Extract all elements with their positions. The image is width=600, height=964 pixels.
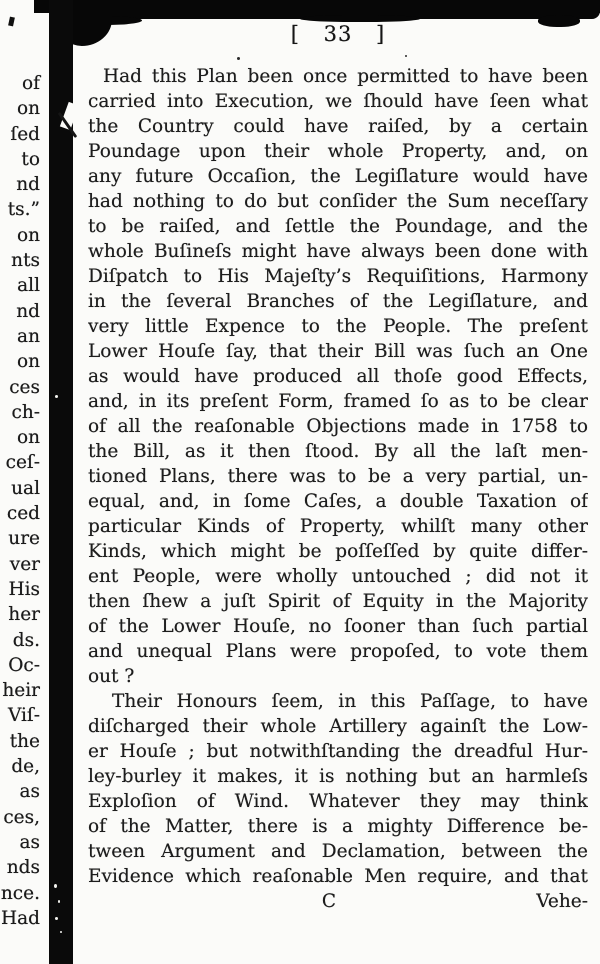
margin-fragment: on <box>16 224 40 246</box>
scan-speck <box>60 931 62 933</box>
signature-mark: C <box>321 891 337 912</box>
margin-fragment: Viſ- <box>7 705 40 727</box>
margin-fragment: ver <box>9 553 40 575</box>
text-line: Evidence which reaſonable Men require, and that <box>88 866 588 887</box>
text-line: had nothing to do but conſider the Sum neceſſary <box>88 191 588 212</box>
margin-fragment: as <box>19 781 40 803</box>
text-line: equal, and, in ſome Caſes, a double Taxation of <box>88 491 588 512</box>
text-line: in the ſeveral Branches of the Legiſlature, and <box>88 291 588 312</box>
text-line: er Houſe ; but notwithſtanding the dreadful Hur- <box>88 741 588 762</box>
margin-fragment: ced <box>6 503 40 525</box>
signature-line <box>88 891 588 916</box>
margin-fragment: nce. <box>0 882 40 904</box>
text-line: then ſhew a juſt Spirit of Equity in the Majority <box>88 591 588 612</box>
catchword: Vehe- <box>536 891 588 912</box>
text-line: tioned Plans, there was to be a very partial, un- <box>88 466 588 487</box>
text-line: tween Argument and Declamation, between the <box>88 841 588 862</box>
scan-speck <box>54 884 57 888</box>
margin-fragment: nts <box>11 250 40 272</box>
text-line: particular Kinds of Property, whilſt many other <box>88 516 588 537</box>
text-line: ent People, were wholly untouched ; did not it <box>88 566 588 587</box>
scan-speck <box>55 917 58 920</box>
text-line: ley-burley it makes, it is nothing but an harmleſs <box>88 766 588 787</box>
text-line: Exploſion of Wind. Whatever they may think <box>88 791 588 812</box>
text-line: Kinds, which might be poſſeſſed by quite differ- <box>88 541 588 562</box>
margin-fragment: ure <box>8 528 40 550</box>
scan-edge-tick <box>8 17 15 27</box>
margin-fragment: ces, <box>3 806 40 828</box>
text-line: Had this Plan been once permitted to have been <box>103 66 588 87</box>
margin-fragment: nd <box>16 300 40 322</box>
text-line: very little Expence to the People. The preſent <box>88 316 588 337</box>
margin-fragment: ds. <box>12 629 40 651</box>
margin-fragment: ts.” <box>7 199 40 221</box>
margin-fragment: as <box>19 831 40 853</box>
margin-fragment: on <box>16 427 40 449</box>
margin-fragment: ual <box>11 477 40 499</box>
margin-fragment: of <box>22 73 40 94</box>
margin-fragment: heir <box>2 680 40 702</box>
text-line: and, in its preſent Form, framed ſo as to be clear <box>88 391 588 412</box>
text-line: and unequal Plans were propoſed, to vote them <box>88 641 588 662</box>
margin-fragment: an <box>17 325 40 347</box>
page-gutter-shadow <box>49 0 73 964</box>
margin-fragment: nd <box>16 174 40 196</box>
text-line: carried into Execution, we ſhould have ſeen what <box>88 91 588 112</box>
margin-fragment: on <box>16 351 40 373</box>
text-line: the Country could have raiſed, by a certain <box>88 116 588 137</box>
margin-fragment: ſed <box>10 123 40 145</box>
text-line: whole Buſineſs might have always been done with <box>88 241 588 262</box>
scan-speck <box>55 395 58 398</box>
text-line: Diſpatch to His Majeſty’s Requiſitions, Harmony <box>88 266 588 287</box>
text-line: of all the reaſonable Objections made in 1758 to <box>88 416 588 437</box>
margin-fragment: all <box>17 275 40 297</box>
margin-fragment: ceſ- <box>5 452 40 474</box>
text-line: out ? <box>88 666 135 687</box>
margin-fragment: His <box>8 578 40 600</box>
body-text <box>88 64 588 889</box>
margin-fragment: de, <box>11 756 40 778</box>
text-line: any future Occaſion, the Legiſlature would have <box>88 166 588 187</box>
adjacent-page-text-column <box>0 71 40 931</box>
margin-fragment: ces <box>9 376 40 398</box>
margin-fragment: Had <box>0 907 40 929</box>
margin-fragment: her <box>8 604 40 626</box>
text-line: Lower Houſe ſay, that their Bill was ſuch an One <box>88 341 588 362</box>
text-line: diſcharged their whole Artillery againſt the Low- <box>88 716 588 737</box>
text-line: as would have produced all thoſe good Effects, <box>88 366 588 387</box>
page-content <box>88 0 588 916</box>
scan-speck <box>58 900 60 903</box>
margin-fragment: nds <box>6 857 40 879</box>
text-line: of the Lower Houſe, no ſooner than ſuch partial <box>88 616 588 637</box>
text-line: to be raiſed, and ſettle the Poundage, and the <box>88 216 588 237</box>
text-line: the Bill, as it then ſtood. By all the laſt men- <box>88 441 588 462</box>
text-line: Their Honours ſeem, in this Paſſage, to have <box>112 691 588 712</box>
margin-fragment: the <box>9 730 40 752</box>
text-line: of the Matter, there is a mighty Difference be- <box>88 816 588 837</box>
page-number: [ 33 ] <box>290 22 386 46</box>
margin-fragment: on <box>16 98 40 120</box>
text-line: Poundage upon their whole Property, and, on <box>88 141 588 162</box>
margin-fragment: ch- <box>11 401 40 423</box>
margin-fragment: Oc- <box>8 654 40 676</box>
margin-fragment: to <box>21 148 40 170</box>
